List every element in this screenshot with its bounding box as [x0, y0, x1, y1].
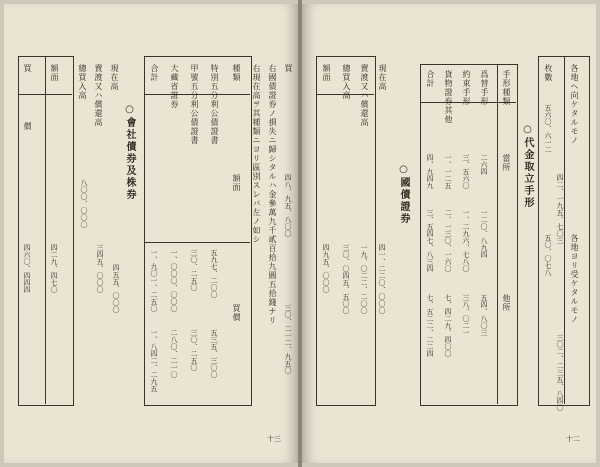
- bottom-col-buy: 買: [23, 64, 32, 73]
- price-col-header: 買價: [232, 304, 241, 322]
- top-col2: 各地ヨリ受ケタルモノ: [570, 234, 579, 324]
- page-number-right: 十二: [566, 435, 580, 443]
- bills-row-2: 約束手形: [462, 70, 471, 106]
- bottom-row1-total: 八〇〇、〇〇〇: [80, 179, 88, 228]
- left-page: [4, 4, 298, 463]
- kind-row-2: 甲號五分利公債證書: [190, 64, 199, 145]
- face-col-header: 額面: [232, 174, 241, 192]
- bills-total-c1: 四、九四九: [426, 154, 434, 189]
- national-bond-amount: 四八、九五、八〇〇: [284, 174, 292, 237]
- bottom-bond-table: [18, 56, 74, 406]
- kind-row-1: 特別五分利公債證書: [210, 64, 219, 145]
- top-count1: 五六〇、六一二: [544, 104, 552, 153]
- price-total: 一、八四二、二九五: [150, 329, 158, 392]
- face-3: 一、〇〇〇、〇〇〇: [170, 249, 178, 312]
- bottom-row1-now: 四五五、〇〇〇: [112, 264, 120, 313]
- bills-3-a2: 七、四二九、四〇〇: [444, 294, 452, 357]
- bills-col-other: 他所: [502, 294, 511, 312]
- national-bond-note-1: 右現在高ヲ其種類ニヨリ區別スレバ左ノ如シ: [252, 64, 261, 244]
- rp-bottom-face: 四九五、〇〇〇: [322, 244, 330, 293]
- bills-row-3: 貨物證券其他: [444, 70, 453, 124]
- rp-bottom-total-label: 總買入高: [342, 64, 351, 100]
- bottom-row2-face: 四六〇、四四四: [23, 244, 31, 293]
- kind-row-total: 合計: [150, 64, 159, 82]
- bottom-col-value: 價: [23, 122, 32, 131]
- rp-bottom-total: 三〇、〇四五、五〇〇: [342, 244, 350, 314]
- top-count-label: 枚數: [544, 64, 553, 82]
- bills-1-a2: 五四、八〇三: [480, 294, 488, 336]
- top-col1: 各地ヘ向ケタルモノ: [570, 64, 579, 145]
- rp-bottom-face-label: 額面: [322, 64, 331, 82]
- bills-total-a1: 三、五四七、八三四: [426, 209, 434, 272]
- national-bond-extra: 三〇、二一二、九五〇: [284, 304, 292, 374]
- national-bond-header: 買: [284, 64, 293, 73]
- bottom-row1-sold: 三四五、〇〇〇: [96, 244, 104, 293]
- top-count2: 五〇、〇七八: [544, 234, 552, 276]
- bottom-col-now: 現在高: [110, 64, 119, 91]
- bills-col-kind: 手形種類: [502, 70, 511, 106]
- bills-2-a2: 三八、〇二一: [462, 294, 470, 336]
- bills-total-a2: 七、五二二、二二四: [426, 294, 434, 357]
- bills-3-a1: 二、一三〇、一六〇: [444, 209, 452, 272]
- bills-row-1: 爲替手形: [480, 70, 489, 106]
- page-number-left: 十三: [267, 435, 281, 443]
- face-1: 五九七、二〇〇: [210, 249, 218, 298]
- kind-row-3: 大藏省證券: [170, 64, 179, 109]
- bottom-col-face: 額面: [50, 64, 59, 82]
- bills-col-here: 當所: [502, 154, 511, 172]
- section-title-national-bonds: ○國債證券: [398, 164, 409, 225]
- price-3: 二八〇、二一〇: [170, 329, 178, 378]
- rp-bottom-sold: 一九、〇二二、二〇〇: [360, 244, 368, 314]
- rp-bottom-sold-label: 賣渡又ハ償還高: [360, 64, 369, 127]
- price-2: 三〇、二五〇: [190, 329, 198, 371]
- bottom-col-sold: 賣渡又ハ償還高: [94, 64, 103, 127]
- rp-bottom-now-label: 現在高: [378, 64, 387, 91]
- rp-bottom-now: 四一、二二〇、〇〇〇: [378, 244, 386, 314]
- national-bond-note-2: 右國債證券ノ損失ニ歸シタルハ金參萬九千貳百拾九圓五拾錢ナリ: [268, 64, 277, 325]
- bottom-col-total: 總買入高: [78, 64, 87, 100]
- section-title-corporate-bonds: ○會社債券及株券: [124, 104, 135, 201]
- top-amount2: 三〇二、二三五、八四〇: [556, 334, 564, 411]
- bills-1-c1: 二六四: [480, 154, 488, 175]
- top-amount1: 四二、一九五、七〇三: [556, 174, 564, 244]
- right-page: [302, 4, 596, 463]
- kind-col-header: 種類: [232, 64, 241, 82]
- face-2: 三〇、二五〇: [190, 249, 198, 291]
- bills-1-a1: 一二〇、八九四: [480, 209, 488, 258]
- bills-2-a1: 一、二九六、七八〇: [462, 209, 470, 272]
- bills-3-c1: 一、一二五: [444, 154, 452, 189]
- bills-row-total: 合計: [426, 70, 435, 88]
- section-title-collection-bills: ○代金取立手形: [522, 124, 533, 209]
- price-1: 五三五、三〇〇: [210, 329, 218, 378]
- bottom-row1-face: 四二九、四七〇: [50, 244, 58, 293]
- face-total: 一、九〇一、二五〇: [150, 249, 158, 312]
- bills-2-c1: 三、五六〇: [462, 154, 470, 189]
